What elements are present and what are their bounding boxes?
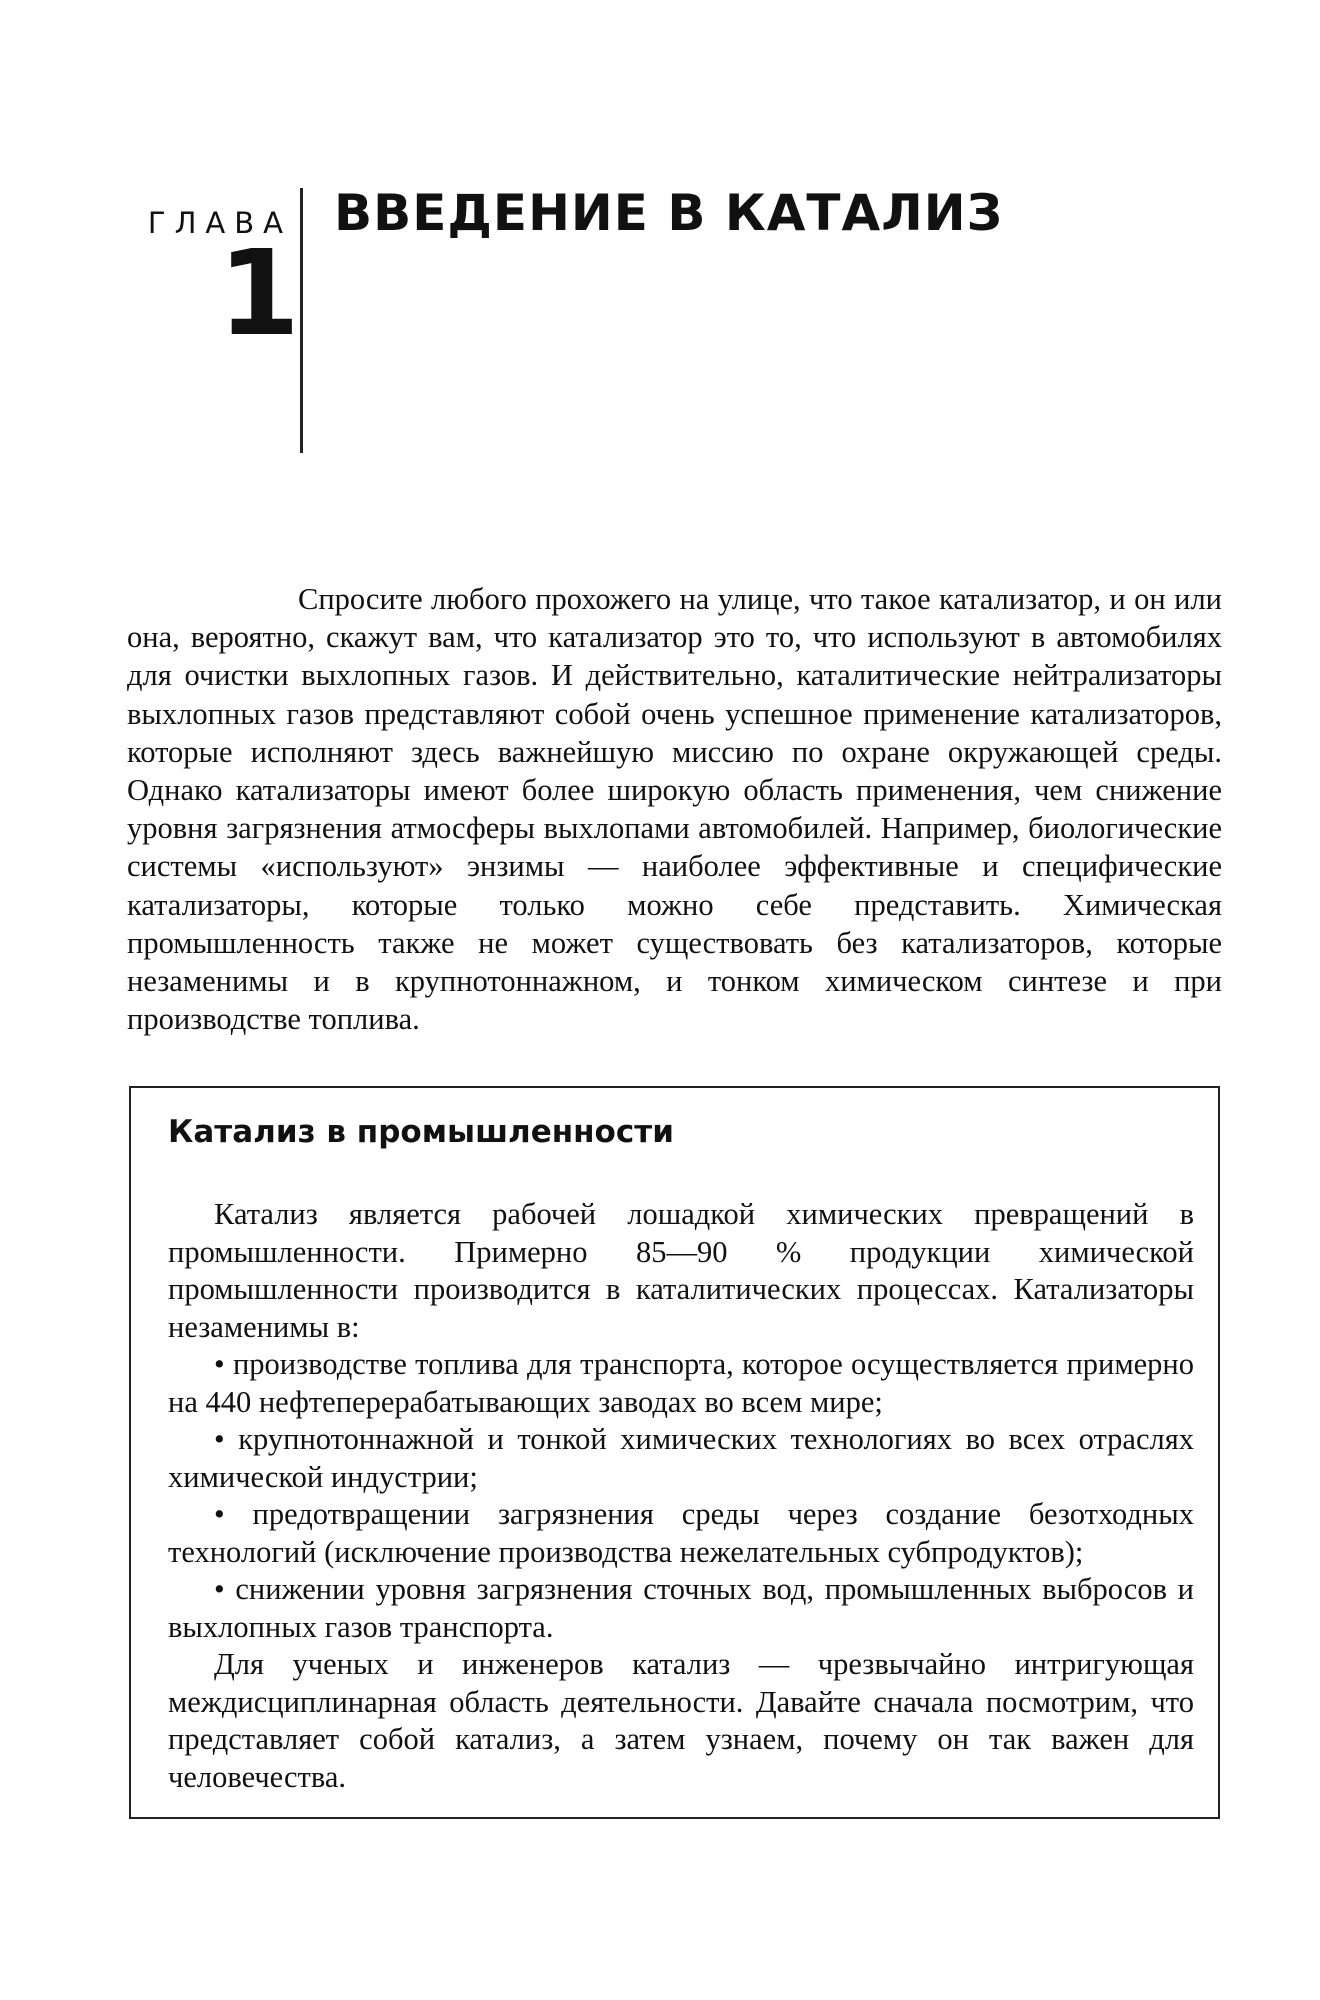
bullet-icon: •: [214, 1347, 225, 1381]
sidebar-body: [168, 1196, 1194, 1796]
chapter-title: ВВЕДЕНИЕ В КАТАЛИЗ: [334, 184, 1004, 242]
bullet-icon: •: [214, 1422, 225, 1456]
list-item-text: крупнотоннажной и тонкой химических технологиях во всех отраслях химической индустрии;: [168, 1422, 1194, 1494]
sidebar-lead: Катализ является рабочей лошадкой химических превращений в промышленности. Примерно 85—90 % продукции химической промышленности производится в каталитических процессах. Катализаторы незаменимы в:: [168, 1197, 1194, 1344]
bullet-icon: •: [214, 1497, 225, 1531]
list-item: [168, 1571, 1194, 1646]
list-item-text: снижении уровня загрязнения сточных вод, промышленных выбросов и выхлопных газов транспорта.: [168, 1572, 1194, 1644]
sidebar-list: [168, 1346, 1194, 1646]
chapter-label: ГЛАВА: [147, 206, 292, 240]
intro-paragraph: Спросите любого прохожего на улице, что такое катализатор, и он или она, вероятно, скажут вам, что катализатор это то, что используют в автомобилях для очистки выхлопных газов. И действительно, каталитические нейтрализаторы выхлопных газов представляют собой очень успешное применение катализаторов, которые исполняют здесь важнейшую миссию по охране окружающей среды. Однако катализаторы имеют более широкую область применения, чем снижение уровня загрязнения атмосферы выхлопами автомобилей. Например, биологические системы «используют» энзимы — наиболее эффективные и специфические катализаторы, которые только можно себе представить. Химическая промышленность также не может существовать без катализаторов, которые незаменимы и в крупнотоннажном, и тонком химическом синтезе и при производстве топлива.: [127, 582, 1222, 1037]
intro-text: [127, 580, 1222, 1038]
list-item: [168, 1346, 1194, 1421]
list-item: [168, 1421, 1194, 1496]
sidebar-title: Катализ в промышленности: [168, 1114, 674, 1150]
chapter-number: 1: [217, 224, 300, 362]
sidebar-closing: Для ученых и инженеров катализ — чрезвычайно интригующая междисциплинарная область деятельности. Давайте сначала посмотрим, что представляет собой катализ, а затем узнаем, почему он так важен для человечества.: [168, 1647, 1194, 1794]
chapter-divider: [300, 188, 303, 453]
list-item-text: предотвращении загрязнения среды через создание безотходных технологий (исключение производства нежелательных субпродуктов);: [168, 1497, 1194, 1569]
bullet-icon: •: [214, 1572, 225, 1606]
list-item: [168, 1496, 1194, 1571]
list-item-text: производстве топлива для транспорта, которое осуществляется примерно на 440 нефтеперерабатывающих заводах во всем мире;: [168, 1347, 1194, 1419]
